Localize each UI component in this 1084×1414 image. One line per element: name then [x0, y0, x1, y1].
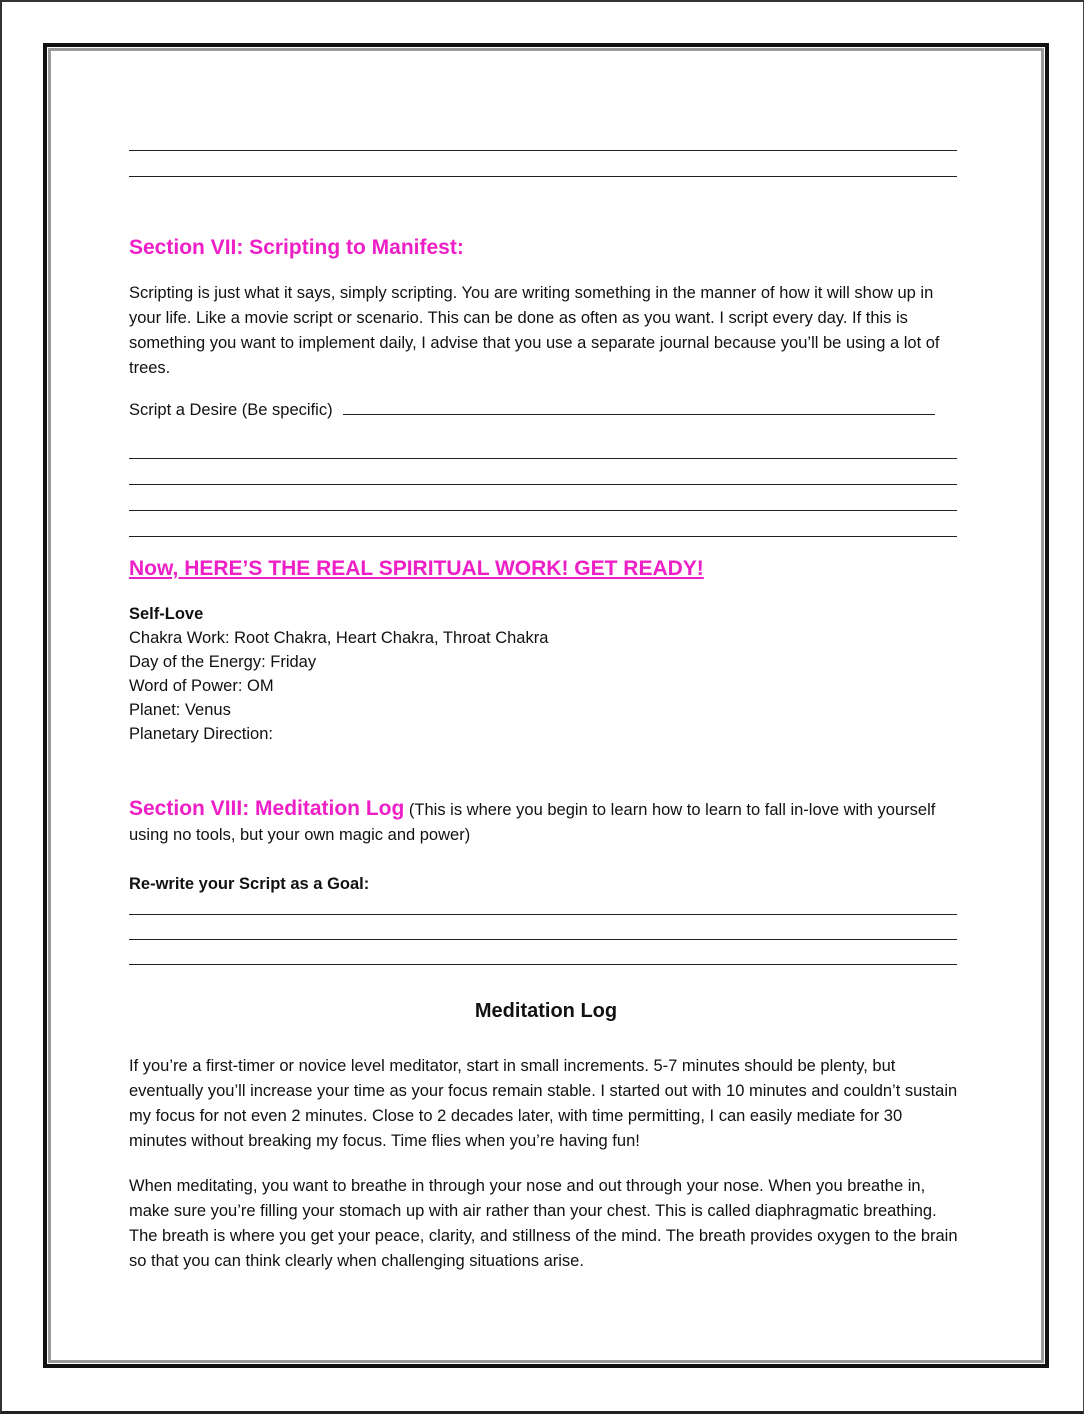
section-8-heading: Section VIII: Meditation Log — [129, 797, 405, 820]
section-8-note: (This is where you begin to learn how to learn to fall in-love with yourself using no tools, but your own magic and power) — [129, 801, 936, 844]
writing-line — [129, 964, 957, 965]
script-desire-blank[interactable] — [343, 400, 935, 415]
direction-line: Planetary Direction: — [129, 725, 273, 743]
writing-line — [129, 176, 957, 177]
writing-line — [129, 150, 957, 151]
section-7-heading: Section VII: Scripting to Manifest: — [129, 236, 464, 259]
planet-line: Planet: Venus — [129, 701, 231, 719]
writing-line — [129, 939, 957, 940]
meditation-paragraph-1: If you’re a first-timer or novice level meditator, start in small increments. 5-7 minutes should be plenty, but eventually you’ll increase your time as your focus remain stable. I started out with 10 minutes and couldn’t sustain my focus for not even 2 minutes. Close to 2 decades later, with time permitting, I can easily mediate for 30 minutes without breaking my focus. Time flies when you’re having fun! — [129, 1057, 958, 1150]
day-line: Day of the Energy: Friday — [129, 653, 317, 671]
spiritual-work-heading: Now, HERE’S THE REAL SPIRITUAL WORK! GET READY! — [129, 557, 704, 580]
writing-line — [129, 458, 957, 459]
section-8-block — [129, 796, 959, 848]
writing-line — [129, 484, 957, 485]
spiritual-work-details — [129, 602, 548, 746]
section-7-paragraph: Scripting is just what it says, simply scripting. You are writing something in the manner of how it will show up in your life. Like a movie script or scenario. This can be done as often as you want. I script every day. If this is something you want to implement daily, I advise that you use a separate journal because you’ll be using a lot of trees. — [129, 284, 940, 377]
chakra-line: Chakra Work: Root Chakra, Heart Chakra, Throat Chakra — [129, 629, 549, 647]
meditation-paragraph-2: When meditating, you want to breathe in through your nose and out through your nose. When you breathe in, make sure you’re filling your stomach up with air rather than your chest. This is called diaphragmatic breathing. The breath is where you get your peace, clarity, and stillness of the mind. The breath provides oxygen to the brain so that you can think clearly when challenging situations arise. — [129, 1177, 958, 1270]
script-desire-row — [129, 398, 935, 422]
writing-line — [129, 536, 957, 537]
rewrite-goal-label: Re-write your Script as a Goal: — [129, 875, 370, 893]
writing-line — [129, 510, 957, 511]
word-line: Word of Power: OM — [129, 677, 274, 695]
topic-label: Self-Love — [129, 605, 204, 623]
script-desire-label: Script a Desire (Be specific) — [129, 401, 333, 419]
writing-line — [129, 914, 957, 915]
meditation-log-title: Meditation Log — [474, 1000, 618, 1022]
